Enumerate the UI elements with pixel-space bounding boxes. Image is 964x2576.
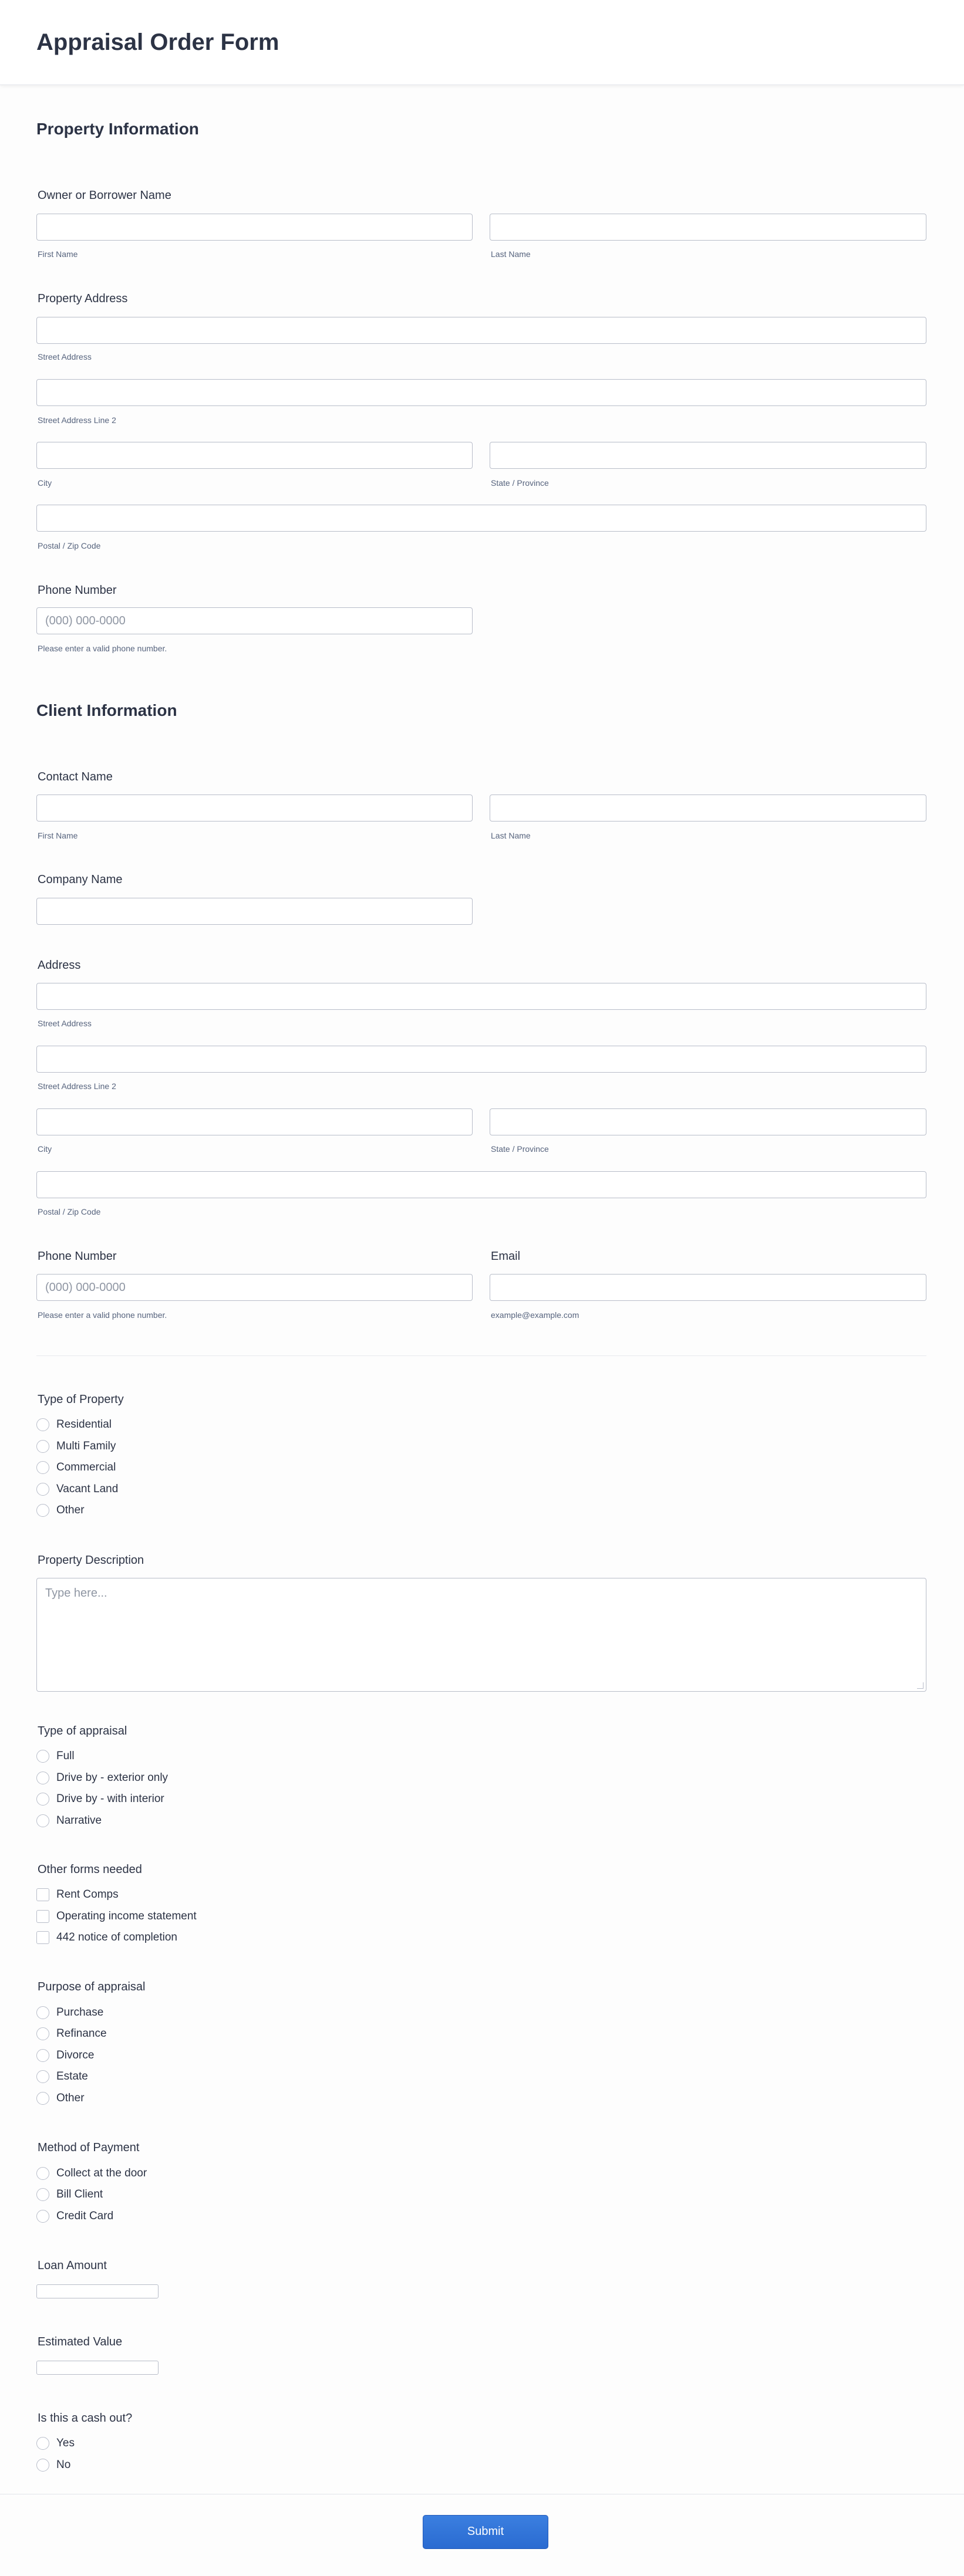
option-label: Commercial xyxy=(56,1461,116,1473)
client-phone-hint: Please enter a valid phone number. xyxy=(38,1310,167,1320)
client-email-hint: example@example.com xyxy=(491,1310,579,1320)
checkbox-option-operating-income[interactable] xyxy=(36,1909,197,1924)
owner-first-name-sublabel: First Name xyxy=(38,249,78,259)
property-phone-hint: Please enter a valid phone number. xyxy=(38,644,167,653)
option-label: Credit Card xyxy=(56,2210,114,2222)
client-phone-label: Phone Number xyxy=(38,1250,117,1263)
option-label: 442 notice of completion xyxy=(56,1931,177,1943)
radio-circle[interactable] xyxy=(36,1418,49,1431)
client-city-sublabel: City xyxy=(38,1144,52,1154)
submit-button[interactable]: Submit xyxy=(423,2515,548,2549)
resize-handle-icon[interactable] xyxy=(917,1682,923,1689)
property-street-input[interactable] xyxy=(36,317,926,344)
radio-option-multi-family[interactable] xyxy=(36,1439,116,1454)
purpose-of-appraisal-label: Purpose of appraisal xyxy=(38,1980,146,1993)
option-label: Drive by - with interior xyxy=(56,1793,164,1805)
contact-last-name-sublabel: Last Name xyxy=(491,831,531,840)
contact-last-name-input[interactable] xyxy=(490,795,926,822)
property-description-textarea[interactable] xyxy=(36,1578,926,1692)
other-forms-label: Other forms needed xyxy=(38,1863,142,1876)
form-title: Appraisal Order Form xyxy=(36,29,279,55)
client-email-label: Email xyxy=(491,1250,521,1263)
company-name-label: Company Name xyxy=(38,873,123,886)
option-label: No xyxy=(56,2459,71,2471)
property-description-label: Property Description xyxy=(38,1554,144,1567)
radio-circle[interactable] xyxy=(36,2092,49,2105)
owner-last-name-sublabel: Last Name xyxy=(491,249,531,259)
section-divider xyxy=(36,1355,926,1356)
radio-circle[interactable] xyxy=(36,2167,49,2180)
loan-amount-label: Loan Amount xyxy=(38,2259,107,2272)
radio-option-other[interactable] xyxy=(36,1503,85,1518)
option-label: Divorce xyxy=(56,2049,95,2061)
radio-circle[interactable] xyxy=(36,1750,49,1763)
checkbox-box[interactable] xyxy=(36,1910,49,1923)
radio-option-collect-at-door[interactable] xyxy=(36,2166,147,2181)
client-phone-input[interactable]: (000) 000-0000 xyxy=(36,1274,473,1301)
radio-circle[interactable] xyxy=(36,2070,49,2083)
option-label: Other xyxy=(56,2092,85,2104)
option-label: Drive by - exterior only xyxy=(56,1772,168,1784)
option-label: Multi Family xyxy=(56,1440,116,1452)
type-of-property-label: Type of Property xyxy=(38,1393,124,1406)
radio-option-estate[interactable] xyxy=(36,2069,88,2084)
estimated-value-label: Estimated Value xyxy=(38,2335,123,2348)
property-zip-input[interactable] xyxy=(36,505,926,532)
loan-amount-input[interactable] xyxy=(36,2284,159,2298)
option-label: Vacant Land xyxy=(56,1483,119,1495)
form-header xyxy=(0,0,964,85)
option-label: Other xyxy=(56,1504,85,1516)
radio-circle[interactable] xyxy=(36,2188,49,2201)
contact-name-label: Contact Name xyxy=(38,770,113,783)
radio-option-credit-card[interactable] xyxy=(36,2209,113,2224)
property-state-input[interactable] xyxy=(490,442,926,469)
radio-option-drive-by-exterior[interactable] xyxy=(36,1770,168,1786)
property-phone-label: Phone Number xyxy=(38,584,117,597)
estimated-value-input[interactable] xyxy=(36,2361,159,2375)
option-label: Refinance xyxy=(56,2027,107,2040)
property-phone-input[interactable]: (000) 000-0000 xyxy=(36,607,473,634)
radio-option-divorce[interactable] xyxy=(36,2048,94,2063)
radio-circle[interactable] xyxy=(36,2210,49,2223)
radio-option-purchase[interactable] xyxy=(36,2005,103,2020)
cash-out-label: Is this a cash out? xyxy=(38,2412,133,2425)
checkbox-option-rent-comps[interactable] xyxy=(36,1887,119,1902)
client-state-input[interactable] xyxy=(490,1108,926,1135)
contact-first-name-sublabel: First Name xyxy=(38,831,78,840)
property-state-sublabel: State / Province xyxy=(491,478,549,488)
property-street2-input[interactable] xyxy=(36,379,926,406)
radio-option-drive-by-interior[interactable] xyxy=(36,1791,164,1807)
radio-option-commercial[interactable] xyxy=(36,1460,116,1475)
radio-circle[interactable] xyxy=(36,1814,49,1827)
owner-last-name-input[interactable] xyxy=(490,214,926,241)
radio-option-narrative[interactable] xyxy=(36,1813,102,1828)
option-label: Purchase xyxy=(56,2006,104,2019)
option-label: Narrative xyxy=(56,1814,102,1827)
radio-option-full[interactable] xyxy=(36,1749,75,1764)
owner-name-label: Owner or Borrower Name xyxy=(38,189,171,202)
radio-circle[interactable] xyxy=(36,1461,49,1474)
checkbox-box[interactable] xyxy=(36,1888,49,1901)
method-of-payment-label: Method of Payment xyxy=(38,2141,140,2154)
option-label: Operating income statement xyxy=(56,1910,197,1922)
section-title-property: Property Information xyxy=(36,120,199,138)
option-label: Full xyxy=(56,1750,75,1762)
radio-circle[interactable] xyxy=(36,2437,49,2450)
radio-circle[interactable] xyxy=(36,2049,49,2062)
radio-option-refinance[interactable] xyxy=(36,2026,107,2041)
property-address-label: Property Address xyxy=(38,292,128,305)
client-street2-sublabel: Street Address Line 2 xyxy=(38,1081,116,1091)
company-name-input[interactable] xyxy=(36,898,473,925)
radio-circle[interactable] xyxy=(36,1483,49,1496)
property-zip-sublabel: Postal / Zip Code xyxy=(38,541,101,550)
radio-option-residential[interactable] xyxy=(36,1417,112,1432)
client-zip-input[interactable] xyxy=(36,1171,926,1198)
type-of-appraisal-label: Type of appraisal xyxy=(38,1725,127,1737)
radio-option-yes[interactable] xyxy=(36,2436,75,2451)
client-street-sublabel: Street Address xyxy=(38,1019,92,1028)
client-zip-sublabel: Postal / Zip Code xyxy=(38,1207,101,1216)
radio-circle[interactable] xyxy=(36,1772,49,1784)
radio-circle[interactable] xyxy=(36,1504,49,1517)
checkbox-box[interactable] xyxy=(36,1931,49,1944)
checkbox-option-442-notice[interactable] xyxy=(36,1930,177,1945)
client-email-input[interactable] xyxy=(490,1274,926,1301)
radio-circle[interactable] xyxy=(36,2459,49,2472)
option-label: Bill Client xyxy=(56,2188,103,2200)
owner-first-name-input[interactable] xyxy=(36,214,473,241)
option-label: Rent Comps xyxy=(56,1888,119,1901)
contact-first-name-input[interactable] xyxy=(36,795,473,822)
property-street-sublabel: Street Address xyxy=(38,352,92,361)
radio-circle[interactable] xyxy=(36,1440,49,1453)
radio-option-bill-client[interactable] xyxy=(36,2187,103,2202)
textarea-placeholder: Type here... xyxy=(45,1587,107,1600)
client-city-input[interactable] xyxy=(36,1108,473,1135)
option-label: Residential xyxy=(56,1418,112,1431)
property-street2-sublabel: Street Address Line 2 xyxy=(38,415,116,425)
client-street-input[interactable] xyxy=(36,983,926,1010)
section-title-client: Client Information xyxy=(36,701,177,719)
radio-circle[interactable] xyxy=(36,2006,49,2019)
radio-option-purpose-other[interactable] xyxy=(36,2091,85,2106)
radio-circle[interactable] xyxy=(36,2027,49,2040)
radio-option-vacant-land[interactable] xyxy=(36,1482,118,1497)
option-label: Collect at the door xyxy=(56,2167,147,2179)
client-state-sublabel: State / Province xyxy=(491,1144,549,1154)
client-street2-input[interactable] xyxy=(36,1046,926,1073)
property-city-sublabel: City xyxy=(38,478,52,488)
radio-option-no[interactable] xyxy=(36,2457,70,2473)
radio-circle[interactable] xyxy=(36,1793,49,1806)
option-label: Estate xyxy=(56,2070,88,2083)
property-city-input[interactable] xyxy=(36,442,473,469)
client-address-label: Address xyxy=(38,959,81,972)
option-label: Yes xyxy=(56,2437,75,2449)
